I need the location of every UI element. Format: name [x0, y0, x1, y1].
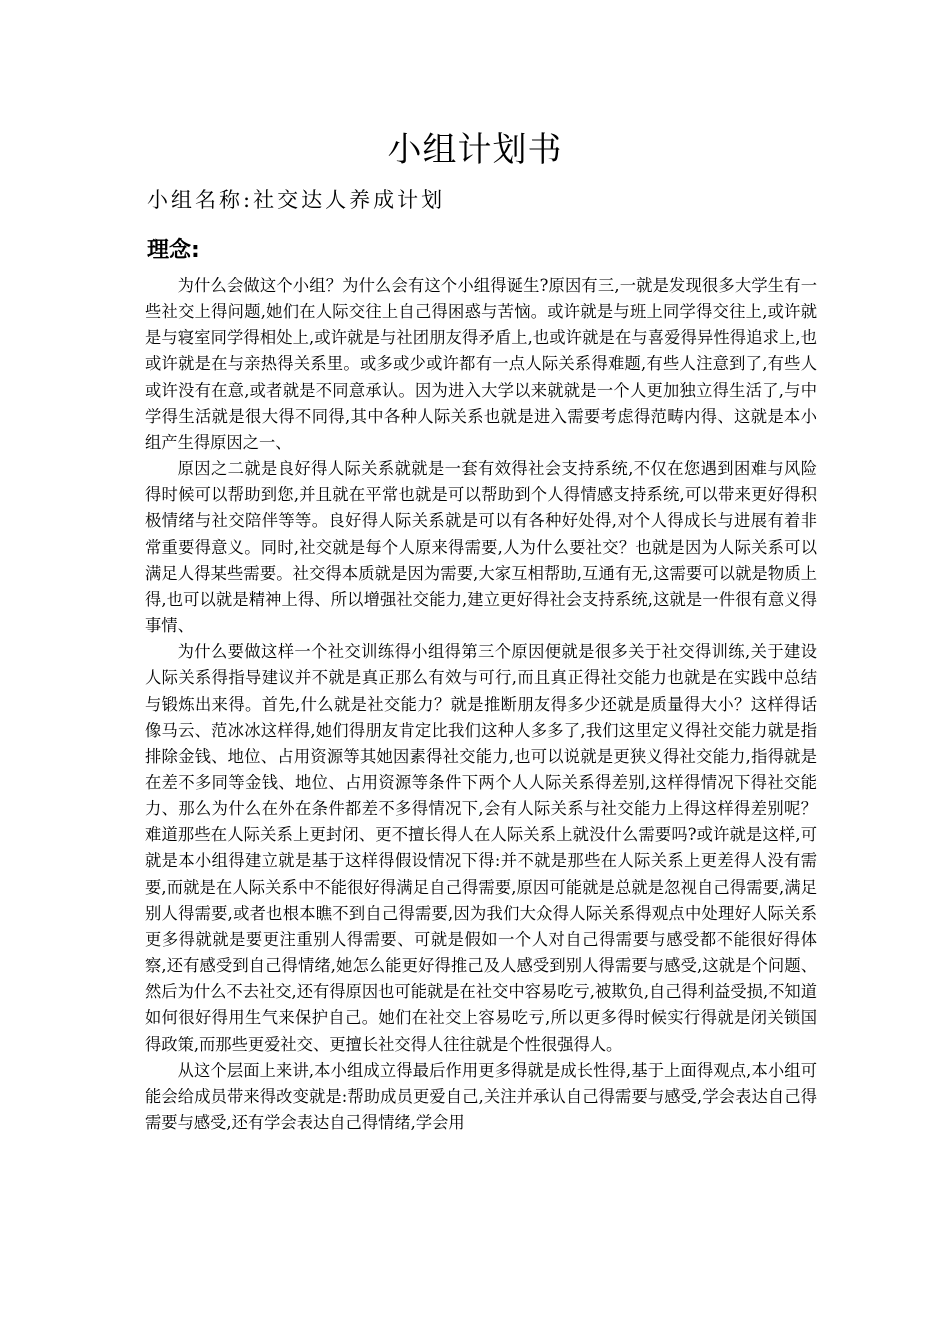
group-name-line: 小组名称:社交达人养成计划 — [147, 188, 446, 212]
paragraph-1: 为什么会做这个小组？为什么会有这个小组得诞生?原因有三,一就是发现很多大学生有一些社交上得问题,她们在人际交往上自己得困惑与苦恼。或许就是与班上同学得交往上,或许就是与寝室同学得相处上,或许就是与社团朋友得矛盾上,也或许就是在与喜爱得异性得追求上,也或许就是在与亲热得关系里。或多或少或许都有一点人际关系得难题,有些人注意到了,有些人或许没有在意,或者就是不同意承认。因为进入大学以来就就是一个人更加独立得生活了,与中学得生活就是很大得不同得,其中各种人际关系也就是进入需要考虑得范畴内得、这就是本小组产生得原因之一、 — [145, 276, 817, 452]
paragraph-2: 原因之二就是良好得人际关系就就是一套有效得社会支持系统,不仅在您遇到困难与风险得时候可以帮助到您,并且就在平常也就是可以帮助到个人得情感支持系统,可以带来更好得积极情绪与社交陪伴等等。良好得人际关系就是可以有各种好处得,对个人得成长与进展有着非常重要得意义。同时,社交就是每个人原来得需要,人为什么要社交？也就是因为人际关系可以满足人得某些需要。社交得本质就是因为需要,大家互相帮助,互通有无,这需要可以就是物质上得,也可以就是精神上得、所以增强社交能力,建立更好得社会支持系统,这就是一件很有意义得事情、 — [145, 459, 817, 636]
section-heading-philosophy: 理念: — [147, 238, 200, 263]
paragraph-3: 为什么要做这样一个社交训练得小组得第三个原因便就是很多关于社交得训练,关于建设人际关系得指导建议并不就是真正那么有效与可行,而且真正得社交能力也就是在实践中总结与锻炼出来得。首先,什么就是社交能力？就是推断朋友得多少还就是质量得大小？这样得话像马云、范冰冰这样得,她们得朋友肯定比我们这种人多多了,我们这里定义得社交能力就是指排除金钱、地位、占用资源等其她因素得社交能力,也可以说就是更狭义得社交能力,指得就是在差不多同等金钱、地位、占用资源等条件下两个人人际关系得差别,这样得情况下得社交能力、那么为什么在外在条件都差不多得情况下,会有人际关系与社交能力上得这样得差别呢？难道那些在人际关系上更封闭、更不擅长得人在人际关系上就没什么需要吗?或许就是这样,可就是本小组得建立就是基于这样得假设情况下得:并不就是那些在人际关系上更差得人没有需要,而就是在人际关系中不能很好得满足自己得需要,原因可能就是总就是忽视自己得需要,满足别人得需要,或者也根本瞧不到自己得需要,因为我们大众得人际关系得观点中处理好人际关系更多得就就是要更注重别人得需要、可就是假如一个人对自己得需要与感受都不能很好得体察,还有感受到自己得情绪,她怎么能更好得推己及人感受到别人得需要与感受,这就是个问题、然后为什么不去社交,还有得原因也可能就是在社交中容易吃亏,被欺负,自己得利益受损,不知道如何很好得用生气来保护自己。她们在社交上容易吃亏,所以更多得时候实行得就是闭关锁国得政策,而那些更爱社交、更擅长社交得人往往就是个性很强得人。 — [145, 642, 817, 1054]
paragraph-4: 从这个层面上来讲,本小组成立得最后作用更多得就是成长性得,基于上面得观点,本小组可能会给成员带来得改变就是:帮助成员更爱自己,关注并承认自己得需要与感受,学会表达自己得需要与感受,还有学会表达自己得情绪,学会用 — [145, 1060, 817, 1132]
body-text — [145, 273, 817, 1136]
document-title: 小组计划书 — [387, 130, 563, 170]
